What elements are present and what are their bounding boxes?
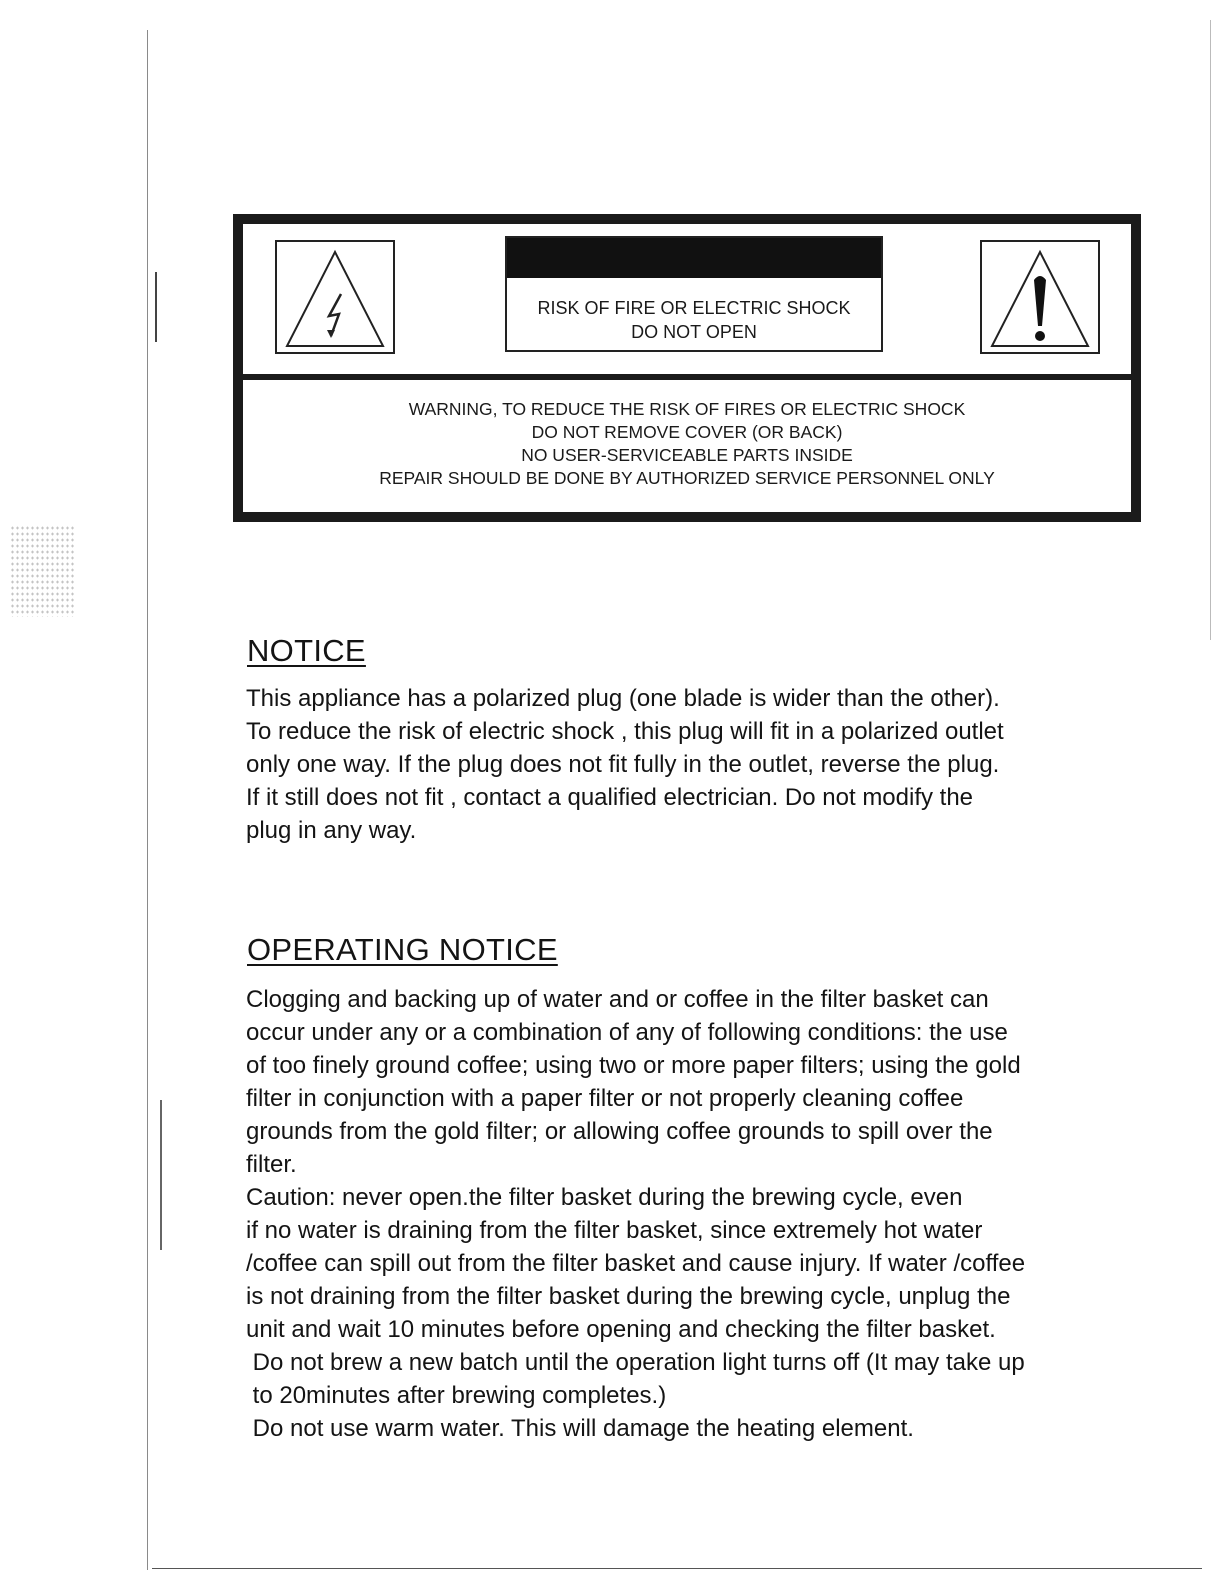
scan-edge-right [1210, 20, 1211, 640]
caution-line: DO NOT OPEN [631, 322, 757, 342]
warning-text [243, 398, 1131, 490]
operating-notice-line: to 20minutes after brewing completes.) [246, 1382, 667, 1409]
operating-notice-line: Do not use warm water. This will damage the heating element. [246, 1415, 914, 1442]
warning-line: NO USER-SERVICEABLE PARTS INSIDE [521, 445, 853, 465]
caution-text [507, 296, 881, 344]
warning-line: DO NOT REMOVE COVER (OR BACK) [531, 422, 843, 442]
warning-line: WARNING, TO REDUCE THE RISK OF FIRES OR ELECTRIC SHOCK [408, 399, 966, 419]
notice-heading: NOTICE [247, 633, 366, 668]
operating-notice-body [246, 983, 1176, 1445]
operating-notice-line: grounds from the gold filter; or allowing coffee grounds to spill over the [246, 1118, 993, 1145]
operating-notice-line: filter in conjunction with a paper filter or not properly cleaning coffee [246, 1085, 964, 1112]
operating-notice-line: unit and wait 10 minutes before opening and checking the filter basket. [246, 1316, 996, 1343]
operating-notice-line: Clogging and backing up of water and or coffee in the filter basket can [246, 986, 989, 1013]
notice-line: If it still does not fit , contact a qualified electrician. Do not modify the [246, 784, 974, 811]
notice-line: To reduce the risk of electric shock , this plug will fit in a polarized outlet [246, 718, 1004, 745]
notice-body [246, 682, 1176, 847]
scan-edge-left-mark [155, 272, 157, 342]
warning-line: REPAIR SHOULD BE DONE BY AUTHORIZED SERVICE PERSONNEL ONLY [379, 468, 995, 488]
caution-label-top [243, 224, 1131, 374]
caution-label-bottom [243, 380, 1131, 512]
operating-notice-line: is not draining from the filter basket during the brewing cycle, unplug the [246, 1283, 1011, 1310]
notice-line: This appliance has a polarized plug (one blade is wider than the other). [246, 685, 1000, 712]
operating-notice-line: Do not brew a new batch until the operation light turns off (It may take up [246, 1349, 1025, 1376]
caution-header-bar [507, 238, 881, 278]
operating-notice-heading: OPERATING NOTICE [247, 932, 558, 967]
caution-panel [505, 236, 883, 352]
operating-notice-line: occur under any or a combination of any of following conditions: the use [246, 1019, 1008, 1046]
exclamation-warning-icon [980, 240, 1100, 354]
lightning-bolt-warning-icon [275, 240, 395, 354]
operating-notice-line: filter. [246, 1151, 297, 1178]
notice-line: plug in any way. [246, 817, 417, 844]
operating-notice-line: of too finely ground coffee; using two or more paper filters; using the gold [246, 1052, 1021, 1079]
operating-notice-line: Caution: never open.the filter basket during the brewing cycle, even [246, 1184, 963, 1211]
operating-notice-line: if no water is draining from the filter basket, since extremely hot water [246, 1217, 983, 1244]
notice-line: only one way. If the plug does not fit fully in the outlet, reverse the plug. [246, 751, 1000, 778]
scan-edge-left [147, 30, 148, 1570]
operating-notice-line: /coffee can spill out from the filter basket and cause injury. If water /coffee [246, 1250, 1026, 1277]
caution-line: RISK OF FIRE OR ELECTRIC SHOCK [537, 298, 851, 318]
scan-edge-bottom [152, 1568, 1202, 1569]
scan-edge-left-mark-2 [160, 1100, 162, 1250]
caution-label [233, 214, 1141, 522]
scan-speckle [10, 525, 74, 617]
